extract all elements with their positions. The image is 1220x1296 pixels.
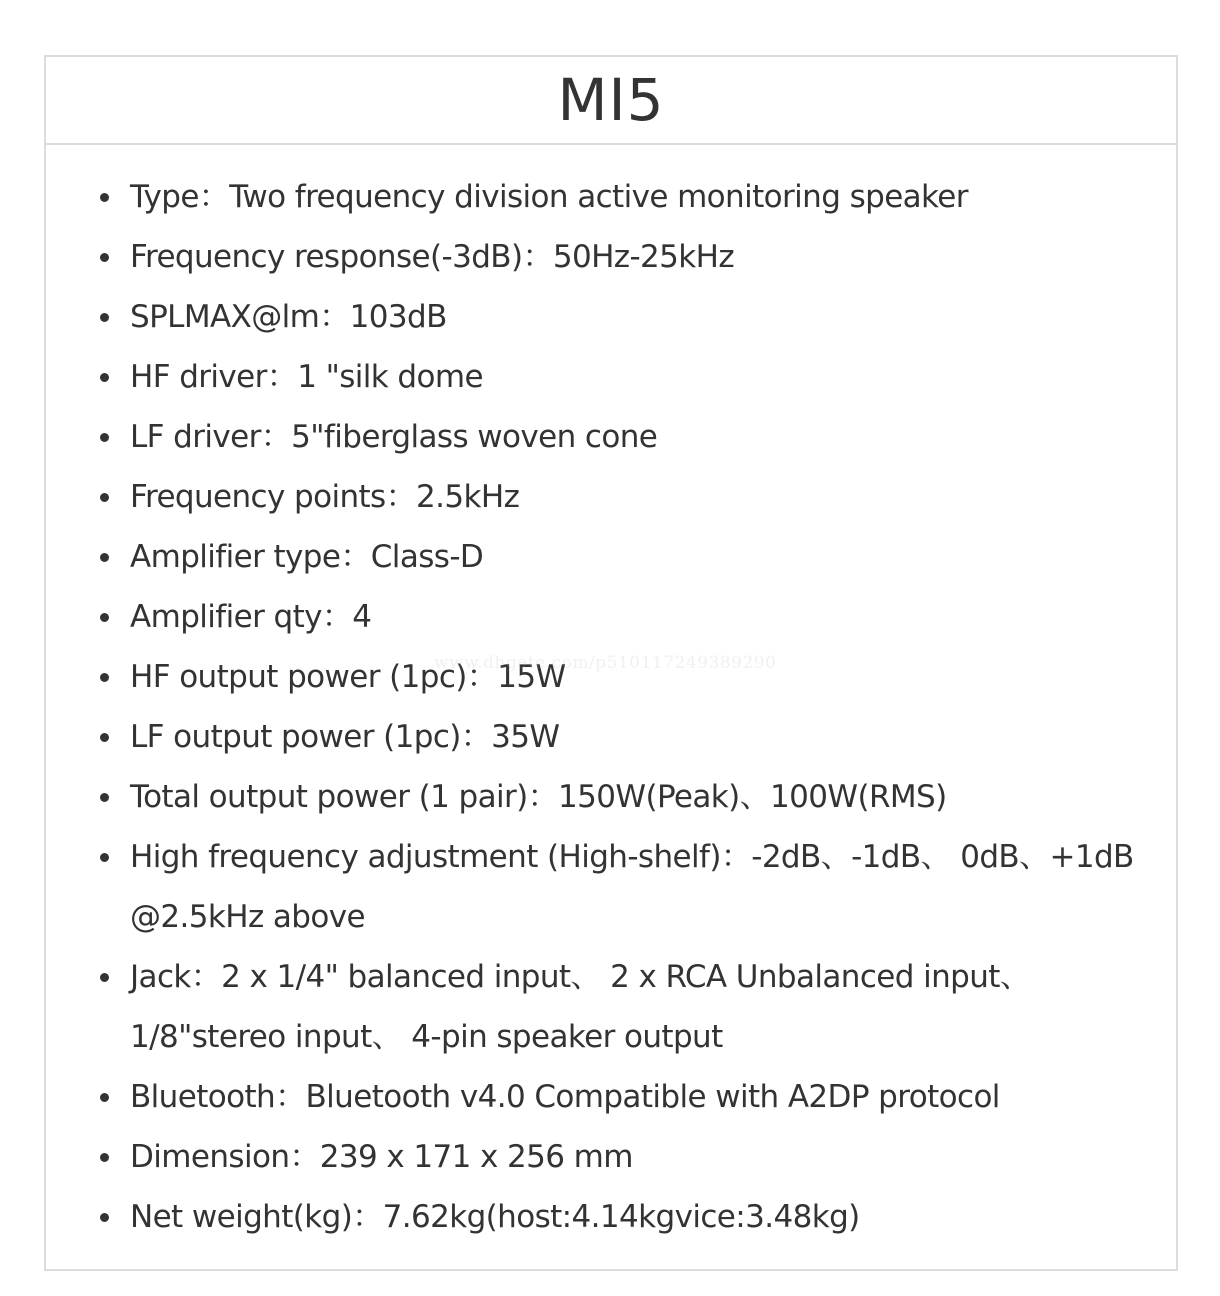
spec-text: Frequency response(-3dB)：50Hz-25kHz: [130, 239, 735, 275]
spec-text: Frequency points：2.5kHz: [130, 479, 520, 515]
spec-text: LF driver：5"fiberglass woven cone: [130, 419, 658, 455]
spec-text: Total output power (1 pair)：150W(Peak)、100W(RMS): [130, 779, 947, 815]
card-header: [46, 57, 1176, 145]
bullet-icon: [100, 973, 109, 982]
spec-text: HF output power (1pc)：15W: [130, 659, 566, 695]
bullet-icon: [100, 253, 109, 262]
bullet-icon: [100, 553, 109, 562]
spec-item-high-frequency-adjustment: [46, 827, 1176, 947]
spec-text: HF driver：1 "silk dome: [130, 359, 483, 395]
spec-item-type: [46, 167, 1176, 227]
spec-item-hf-driver: [46, 347, 1176, 407]
spec-text: Jack：2 x 1/4" balanced input、 2 x RCA Unbalanced input、 1/8"stereo input、 4-pin speaker output: [130, 959, 1031, 1055]
spec-list: [46, 145, 1176, 1247]
spec-text: Type：Two frequency division active monitoring speaker: [130, 179, 968, 215]
spec-text: High frequency adjustment (High-shelf)：-2dB、-1dB、 0dB、+1dB @2.5kHz above: [130, 839, 1134, 935]
spec-item-frequency-response: [46, 227, 1176, 287]
bullet-icon: [100, 793, 109, 802]
spec-item-splmax: [46, 287, 1176, 347]
spec-item-net-weight: [46, 1187, 1176, 1247]
spec-item-amplifier-type: [46, 527, 1176, 587]
bullet-icon: [100, 613, 109, 622]
product-title: MI5: [557, 66, 665, 134]
spec-item-hf-output-power: [46, 647, 1176, 707]
spec-text: Bluetooth：Bluetooth v4.0 Compatible with A2DP protocol: [130, 1079, 1000, 1115]
spec-item-lf-output-power: [46, 707, 1176, 767]
spec-item-amplifier-qty: [46, 587, 1176, 647]
spec-text: SPLMAX@lm：103dB: [130, 299, 447, 335]
bullet-icon: [100, 853, 109, 862]
bullet-icon: [100, 493, 109, 502]
spec-text: Net weight(kg)：7.62kg(host:4.14kgvice:3.48kg): [130, 1199, 860, 1235]
bullet-icon: [100, 733, 109, 742]
spec-item-dimension: [46, 1127, 1176, 1187]
bullet-icon: [100, 193, 109, 202]
spec-card: [44, 55, 1178, 1271]
bullet-icon: [100, 1093, 109, 1102]
bullet-icon: [100, 1153, 109, 1162]
bullet-icon: [100, 673, 109, 682]
bullet-icon: [100, 1213, 109, 1222]
spec-item-jack: [46, 947, 1176, 1067]
spec-item-frequency-points: [46, 467, 1176, 527]
bullet-icon: [100, 433, 109, 442]
spec-text: Amplifier qty：4: [130, 599, 372, 635]
spec-item-bluetooth: [46, 1067, 1176, 1127]
spec-text: Amplifier type：Class-D: [130, 539, 484, 575]
spec-text: LF output power (1pc)：35W: [130, 719, 560, 755]
spec-text: Dimension：239 x 171 x 256 mm: [130, 1139, 633, 1175]
bullet-icon: [100, 373, 109, 382]
spec-item-lf-driver: [46, 407, 1176, 467]
bullet-icon: [100, 313, 109, 322]
spec-item-total-output-power: [46, 767, 1176, 827]
